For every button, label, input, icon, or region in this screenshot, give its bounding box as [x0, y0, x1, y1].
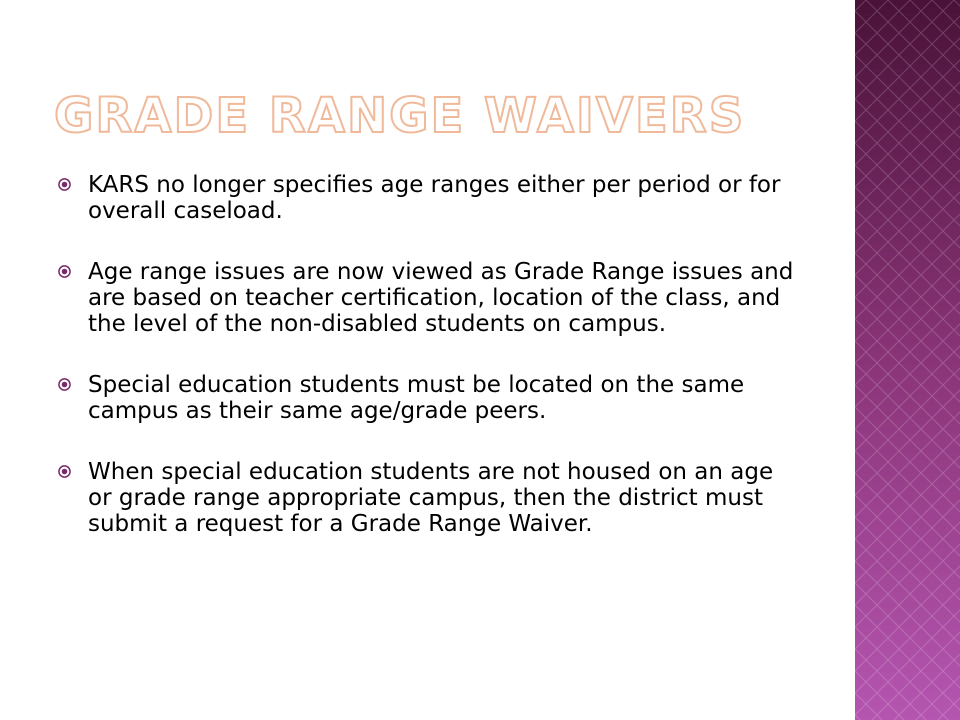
bullet-item — [58, 372, 798, 424]
slide-title: GRADE RANGE WAIVERS — [54, 88, 746, 144]
bullet-item — [58, 172, 798, 224]
bullet-text: Special education students must be located on the same campus as their same age/grade peers. — [88, 372, 745, 424]
bullet-item — [58, 459, 798, 537]
bullet-text: KARS no longer specifies age ranges either per period or for overall caseload. — [88, 172, 781, 224]
bullet-item — [58, 259, 798, 337]
radio-target-icon — [58, 465, 71, 478]
radio-target-icon — [58, 265, 71, 278]
bullet-text: Age range issues are now viewed as Grade Range issues and are based on teacher certification, location of the class, and the level of the non-disabled students on campus. — [88, 259, 794, 337]
radio-target-icon — [58, 378, 71, 391]
bullet-list — [58, 172, 798, 572]
radio-target-icon — [58, 178, 71, 191]
decorative-side-panel — [855, 0, 960, 720]
bullet-text: When special education students are not housed on an age or grade range appropriate campus, then the district must submit a request for a Grade Range Waiver. — [88, 459, 774, 537]
